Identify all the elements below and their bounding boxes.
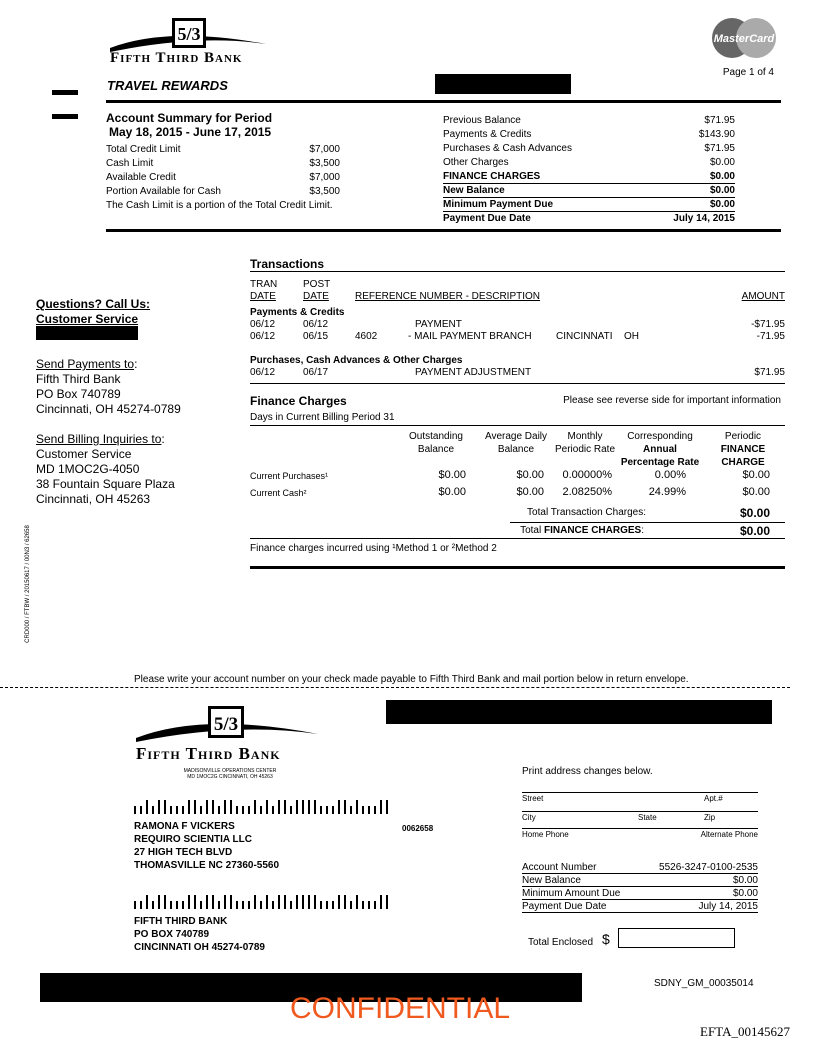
billing-inquiries-block: Send Billing Inquiries to: Customer Service MD 1MOC2G-4050 38 Fountain Square Plaza Cincinnati, OH 45263 bbox=[36, 432, 175, 506]
mail-instruction: Please write your account number on your check made payable to Fifth Third Bank and mail portion below in return envelope. bbox=[134, 674, 689, 685]
page-number: Page 1 of 4 bbox=[722, 67, 774, 78]
barcode-bar bbox=[320, 806, 322, 814]
summary-left-row: Total Credit Limit $7,000 bbox=[106, 144, 340, 155]
barcode-bar bbox=[170, 806, 172, 814]
barcode-bar bbox=[284, 800, 286, 814]
summary-right bbox=[443, 114, 735, 226]
barcode-bar bbox=[230, 800, 232, 814]
coupon-fields bbox=[522, 861, 758, 913]
summary-left-row: Available Credit $7,000 bbox=[106, 172, 340, 183]
barcode-bar bbox=[368, 901, 370, 909]
home-phone-field[interactable]: Home Phone bbox=[522, 830, 569, 839]
barcode-bar bbox=[242, 806, 244, 814]
product-name: TRAVEL REWARDS bbox=[107, 78, 228, 93]
barcode-bar bbox=[140, 806, 142, 814]
barcode-bar bbox=[146, 800, 148, 814]
transaction-row: 06/12 06/12 PAYMENT -$71.95 bbox=[250, 319, 785, 330]
mastercard-logo bbox=[708, 16, 780, 60]
barcode-bar bbox=[296, 895, 298, 909]
state-field[interactable]: State bbox=[638, 813, 657, 822]
apt-field[interactable]: Apt.# bbox=[704, 794, 723, 803]
barcode-bar bbox=[260, 901, 262, 909]
barcode bbox=[134, 895, 392, 914]
barcode-bar bbox=[158, 800, 160, 814]
barcode-bar bbox=[332, 806, 334, 814]
divider bbox=[106, 100, 781, 103]
divider bbox=[250, 538, 785, 539]
barcode-bar bbox=[344, 895, 346, 909]
tear-line bbox=[0, 687, 790, 688]
coupon-field-row: New Balance $0.00 bbox=[522, 875, 758, 886]
barcode-bar bbox=[224, 800, 226, 814]
barcode-bar bbox=[344, 800, 346, 814]
barcode-bar bbox=[182, 901, 184, 909]
col-tran-date: DATE bbox=[250, 291, 276, 302]
finance-note: Please see reverse side for important information bbox=[563, 395, 781, 406]
registration-mark bbox=[52, 90, 78, 95]
barcode-bar bbox=[308, 895, 310, 909]
address-line: Fifth Third Bank bbox=[36, 372, 121, 386]
barcode-bar bbox=[386, 895, 388, 909]
barcode-bar bbox=[296, 800, 298, 814]
total-transaction-label: Total Transaction Charges: bbox=[527, 507, 646, 518]
divider bbox=[510, 522, 785, 523]
barcode-bar bbox=[230, 895, 232, 909]
send-payments-block: Send Payments to: Fifth Third Bank PO Box 740789 Cincinnati, OH 45274-0789 bbox=[36, 357, 181, 416]
summary-right-row: Previous Balance $71.95 bbox=[443, 115, 735, 126]
barcode-bar bbox=[236, 806, 238, 814]
address-line: Customer Service bbox=[36, 447, 132, 461]
barcode-bar bbox=[206, 895, 208, 909]
barcode-bar bbox=[374, 901, 376, 909]
customer-address: RAMONA F VICKERS REQUIRO SCIENTIA LLC 27 HIGH TECH BLVD THOMASVILLE NC 27360-5560 bbox=[134, 821, 280, 871]
col-outstanding: Outstanding Balance bbox=[409, 431, 463, 455]
summary-right-row: New Balance $0.00 bbox=[443, 185, 735, 196]
barcode-bar bbox=[248, 901, 250, 909]
col-apr: Corresponding Annual Percentage Rate bbox=[620, 431, 700, 468]
barcode-bar bbox=[224, 895, 226, 909]
divider bbox=[522, 792, 758, 793]
total-enclosed-input[interactable] bbox=[618, 928, 735, 948]
barcode-bar bbox=[386, 800, 388, 814]
method-note: Finance charges incurred using ¹Method 1 or ²Method 2 bbox=[250, 543, 497, 554]
coupon-field-row: Payment Due Date July 14, 2015 bbox=[522, 901, 758, 912]
barcode-bar bbox=[182, 806, 184, 814]
barcode-bar bbox=[158, 895, 160, 909]
coupon-bank-name: Fifth Third Bank bbox=[136, 744, 281, 763]
barcode-bar bbox=[356, 895, 358, 909]
barcode-bar bbox=[290, 806, 292, 814]
summary-title: Account Summary for Period bbox=[106, 111, 273, 125]
remit-address: FIFTH THIRD BANK PO BOX 740789 CINCINNATI OH 45274-0789 bbox=[134, 916, 265, 953]
divider bbox=[106, 229, 781, 232]
address-change-label: Print address changes below. bbox=[522, 766, 653, 777]
summary-note: The Cash Limit is a portion of the Total Credit Limit. bbox=[106, 200, 333, 211]
dollar-sign: $ bbox=[602, 931, 610, 947]
col-finance-charge: Periodic FINANCE CHARGE bbox=[720, 431, 766, 468]
barcode-bar bbox=[314, 895, 316, 909]
total-finance-label: Total FINANCE CHARGES: bbox=[520, 525, 644, 536]
summary-right-row: FINANCE CHARGES $0.00 bbox=[443, 171, 735, 182]
col-amount: AMOUNT bbox=[741, 291, 785, 302]
barcode-bar bbox=[200, 901, 202, 909]
barcode-bar bbox=[188, 895, 190, 909]
address-line: Cincinnati, OH 45263 bbox=[36, 492, 151, 506]
zip-field[interactable]: Zip bbox=[704, 813, 716, 822]
summary-right-row: Payments & Credits $143.90 bbox=[443, 129, 735, 140]
registration-mark bbox=[52, 114, 78, 119]
finance-row: Current Cash² $0.00 $0.00 2.08250% 24.99% $0.00 bbox=[250, 486, 770, 498]
col-monthly-rate: Monthly Periodic Rate bbox=[554, 431, 616, 455]
ops-center: MADISONVILLE OPERATIONS CENTER MD 1MOC2G CINCINNATI, OH 45263 bbox=[183, 768, 277, 780]
barcode-bar bbox=[212, 895, 214, 909]
col-reference: REFERENCE NUMBER - DESCRIPTION bbox=[355, 291, 541, 302]
barcode-bar bbox=[272, 901, 274, 909]
redaction-box bbox=[386, 700, 772, 724]
divider bbox=[250, 566, 785, 569]
barcode-bar bbox=[206, 800, 208, 814]
sdny-code: SDNY_GM_00035014 bbox=[654, 978, 754, 989]
total-enclosed-label: Total Enclosed bbox=[528, 937, 594, 948]
barcode-bar bbox=[134, 806, 136, 814]
barcode-bar bbox=[326, 806, 328, 814]
alt-phone-field[interactable]: Alternate Phone bbox=[700, 830, 758, 839]
barcode-bar bbox=[140, 901, 142, 909]
barcode-bar bbox=[284, 895, 286, 909]
col-post: POST bbox=[303, 279, 331, 290]
barcode-bar bbox=[302, 800, 304, 814]
mastercard-text: MasterCard bbox=[713, 33, 775, 45]
barcode-bar bbox=[146, 895, 148, 909]
summary-left bbox=[106, 143, 340, 213]
barcode-bar bbox=[164, 800, 166, 814]
customer-code: 0062658 bbox=[402, 824, 434, 833]
barcode-bar bbox=[254, 895, 256, 909]
barcode-bar bbox=[218, 901, 220, 909]
divider bbox=[250, 383, 785, 384]
summary-period: May 18, 2015 - June 17, 2015 bbox=[109, 125, 272, 139]
divider bbox=[250, 425, 785, 426]
col-avg-daily: Average Daily Balance bbox=[484, 431, 548, 455]
total-transaction-value: $0.00 bbox=[739, 506, 770, 520]
barcode-bar bbox=[356, 800, 358, 814]
barcode-bar bbox=[374, 806, 376, 814]
barcode-bar bbox=[218, 806, 220, 814]
questions-heading: Questions? Call Us: bbox=[36, 297, 151, 311]
billing-inquiries-heading: Send Billing Inquiries to bbox=[36, 432, 162, 446]
barcode-bar bbox=[272, 806, 274, 814]
barcode-bar bbox=[278, 800, 280, 814]
customer-service-label: Customer Service bbox=[36, 312, 139, 326]
divider bbox=[250, 271, 785, 272]
confidential-stamp: CONFIDENTIAL bbox=[290, 992, 511, 1025]
coupon-field-row: Account Number 5526-3247-0100-2535 bbox=[522, 862, 758, 873]
street-field[interactable]: Street bbox=[522, 794, 544, 803]
barcode-bar bbox=[200, 806, 202, 814]
summary-right-row: Purchases & Cash Advances $71.95 bbox=[443, 143, 735, 154]
barcode-bar bbox=[152, 901, 154, 909]
summary-right-row: Minimum Payment Due $0.00 bbox=[443, 199, 735, 210]
billing-days: Days in Current Billing Period 31 bbox=[250, 412, 395, 423]
bank-name: Fifth Third Bank bbox=[110, 50, 243, 66]
divider bbox=[522, 811, 758, 812]
barcode-bar bbox=[134, 901, 136, 909]
barcode-bar bbox=[242, 901, 244, 909]
address-line: Cincinnati, OH 45274-0789 bbox=[36, 402, 181, 416]
barcode-bar bbox=[350, 901, 352, 909]
barcode-bar bbox=[380, 895, 382, 909]
summary-left-row: Cash Limit $3,500 bbox=[106, 158, 340, 169]
summary-right-row: Other Charges $0.00 bbox=[443, 157, 735, 168]
group-title: Purchases, Cash Advances & Other Charges bbox=[250, 355, 463, 366]
address-line: 38 Fountain Square Plaza bbox=[36, 477, 175, 491]
barcode-bar bbox=[302, 895, 304, 909]
summary-right-row: Payment Due Date July 14, 2015 bbox=[443, 213, 735, 224]
barcode-bar bbox=[170, 901, 172, 909]
barcode-bar bbox=[212, 800, 214, 814]
barcode-bar bbox=[350, 806, 352, 814]
total-finance-value: $0.00 bbox=[739, 524, 770, 538]
transactions-title: Transactions bbox=[250, 257, 325, 271]
barcode-bar bbox=[338, 800, 340, 814]
barcode-bar bbox=[278, 895, 280, 909]
vertical-code: CRD000 / FTBW / 20150617 / 00N3 / 62658 bbox=[25, 525, 31, 643]
barcode-bar bbox=[266, 895, 268, 909]
summary-left-row: Portion Available for Cash $3,500 bbox=[106, 186, 340, 197]
barcode-bar bbox=[176, 901, 178, 909]
address-line: MD 1MOC2G-4050 bbox=[36, 462, 140, 476]
barcode-bar bbox=[362, 901, 364, 909]
barcode-bar bbox=[326, 901, 328, 909]
col-post-date: DATE bbox=[303, 291, 329, 302]
barcode-bar bbox=[248, 806, 250, 814]
barcode-bar bbox=[362, 806, 364, 814]
barcode-bar bbox=[152, 806, 154, 814]
barcode-bar bbox=[338, 895, 340, 909]
barcode-bar bbox=[194, 800, 196, 814]
group-title: Payments & Credits bbox=[250, 307, 345, 318]
barcode-bar bbox=[380, 800, 382, 814]
barcode-bar bbox=[164, 895, 166, 909]
barcode-bar bbox=[332, 901, 334, 909]
logo-text: 5/3 bbox=[213, 714, 239, 735]
barcode-bar bbox=[308, 800, 310, 814]
barcode-bar bbox=[314, 800, 316, 814]
send-payments-heading: Send Payments to bbox=[36, 357, 135, 371]
address-line: PO Box 740789 bbox=[36, 387, 121, 401]
city-field[interactable]: City bbox=[522, 813, 536, 822]
barcode-bar bbox=[176, 806, 178, 814]
finance-row: Current Purchases¹ $0.00 $0.00 0.00000% 0.00% $0.00 bbox=[250, 469, 770, 481]
divider bbox=[522, 828, 758, 829]
efta-number: EFTA_00145627 bbox=[700, 1024, 790, 1039]
coupon-field-row: Minimum Amount Due $0.00 bbox=[522, 888, 758, 899]
logo-text: 5/3 bbox=[177, 24, 201, 44]
barcode-bar bbox=[236, 901, 238, 909]
barcode-bar bbox=[188, 800, 190, 814]
barcode-bar bbox=[254, 800, 256, 814]
transaction-row: 06/12 06/17 PAYMENT ADJUSTMENT $71.95 bbox=[250, 367, 785, 378]
fifth-third-logo bbox=[134, 704, 320, 748]
barcode-bar bbox=[194, 895, 196, 909]
finance-title: Finance Charges bbox=[250, 394, 347, 408]
transaction-row: 06/12 06/15 4602 - MAIL PAYMENT BRANCH CINCINNATI OH -71.95 bbox=[250, 331, 785, 342]
col-tran: TRAN bbox=[250, 279, 278, 290]
barcode-bar bbox=[266, 800, 268, 814]
barcode-bar bbox=[290, 901, 292, 909]
barcode-bar bbox=[320, 901, 322, 909]
barcode-bar bbox=[368, 806, 370, 814]
barcode-bar bbox=[260, 806, 262, 814]
redaction-box bbox=[435, 74, 571, 94]
redaction-box bbox=[36, 326, 138, 340]
barcode bbox=[134, 800, 392, 819]
